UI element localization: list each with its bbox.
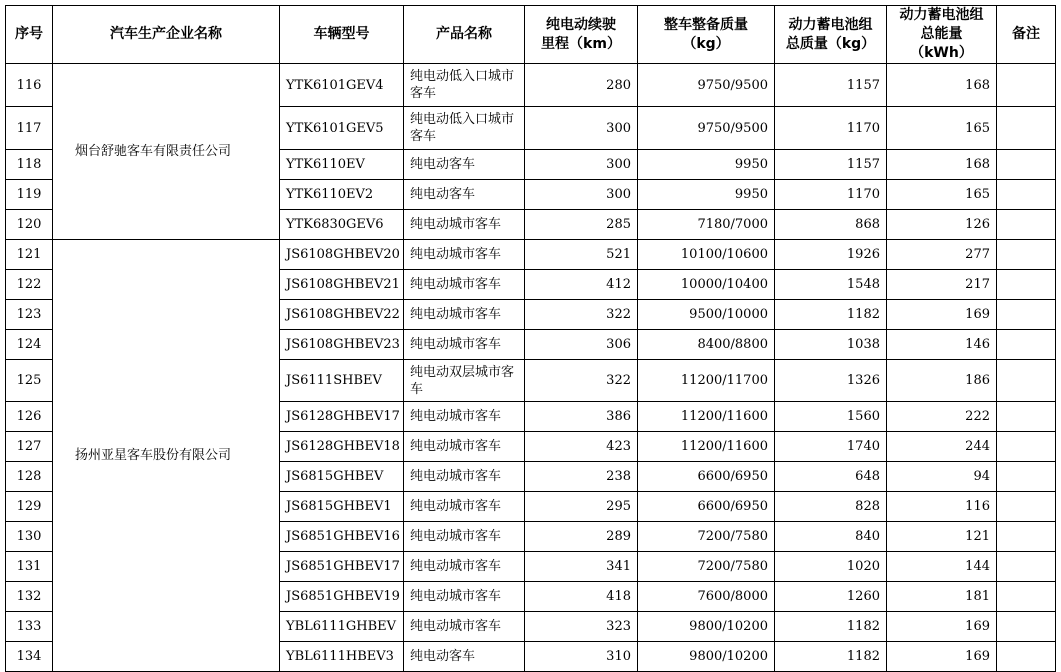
cell-mass: 8400/8800: [638, 330, 775, 360]
cell-seq: 116: [6, 64, 53, 107]
cell-battery-energy: 168: [887, 150, 997, 180]
cell-mass: 9800/10200: [638, 642, 775, 672]
cell-product: 纯电动城市客车: [404, 552, 525, 582]
cell-seq: 131: [6, 552, 53, 582]
cell-note: [997, 300, 1056, 330]
cell-note: [997, 552, 1056, 582]
header-battery-mass: 动力蓄电池组 总质量（kg）: [775, 6, 887, 64]
cell-battery-energy: 169: [887, 300, 997, 330]
cell-battery-energy: 169: [887, 612, 997, 642]
cell-note: [997, 432, 1056, 462]
cell-product: 纯电动城市客车: [404, 402, 525, 432]
cell-range: 323: [525, 612, 638, 642]
cell-battery-energy: 168: [887, 64, 997, 107]
cell-battery-mass: 868: [775, 210, 887, 240]
cell-product: 纯电动城市客车: [404, 492, 525, 522]
cell-note: [997, 612, 1056, 642]
cell-mass: 9500/10000: [638, 300, 775, 330]
cell-product: 纯电动城市客车: [404, 522, 525, 552]
cell-model: YTK6101GEV5: [280, 107, 404, 150]
cell-product: 纯电动城市客车: [404, 612, 525, 642]
cell-seq: 121: [6, 240, 53, 270]
cell-seq: 134: [6, 642, 53, 672]
cell-range: 306: [525, 330, 638, 360]
cell-range: 295: [525, 492, 638, 522]
cell-battery-energy: 222: [887, 402, 997, 432]
header-seq: 序号: [6, 6, 53, 64]
cell-model: JS6851GHBEV16: [280, 522, 404, 552]
cell-range: 418: [525, 582, 638, 612]
cell-range: 322: [525, 300, 638, 330]
cell-mass: 10000/10400: [638, 270, 775, 300]
cell-battery-mass: 1260: [775, 582, 887, 612]
vehicle-catalog-table: [5, 5, 1056, 672]
cell-seq: 118: [6, 150, 53, 180]
cell-battery-energy: 181: [887, 582, 997, 612]
header-range: 纯电动续驶 里程（km）: [525, 6, 638, 64]
cell-mass: 7200/7580: [638, 522, 775, 552]
cell-range: 238: [525, 462, 638, 492]
cell-mass: 9950: [638, 180, 775, 210]
cell-note: [997, 180, 1056, 210]
cell-company: 扬州亚星客车股份有限公司: [53, 240, 280, 672]
cell-range: 289: [525, 522, 638, 552]
cell-mass: 6600/6950: [638, 462, 775, 492]
cell-seq: 127: [6, 432, 53, 462]
cell-note: [997, 270, 1056, 300]
cell-seq: 133: [6, 612, 53, 642]
cell-note: [997, 64, 1056, 107]
cell-product: 纯电动低入口城市客车: [404, 107, 525, 150]
cell-model: YTK6110EV: [280, 150, 404, 180]
cell-note: [997, 330, 1056, 360]
cell-model: YTK6110EV2: [280, 180, 404, 210]
header-product: 产品名称: [404, 6, 525, 64]
cell-seq: 132: [6, 582, 53, 612]
cell-battery-energy: 94: [887, 462, 997, 492]
cell-range: 300: [525, 180, 638, 210]
header-row: [6, 6, 1056, 64]
cell-battery-mass: 1170: [775, 107, 887, 150]
cell-product: 纯电动城市客车: [404, 240, 525, 270]
cell-battery-energy: 169: [887, 642, 997, 672]
cell-seq: 128: [6, 462, 53, 492]
cell-model: YTK6101GEV4: [280, 64, 404, 107]
cell-model: JS6108GHBEV21: [280, 270, 404, 300]
cell-range: 521: [525, 240, 638, 270]
cell-battery-energy: 217: [887, 270, 997, 300]
cell-note: [997, 642, 1056, 672]
cell-note: [997, 462, 1056, 492]
cell-range: 423: [525, 432, 638, 462]
cell-model: YBL6111GHBEV: [280, 612, 404, 642]
cell-note: [997, 150, 1056, 180]
cell-mass: 9950: [638, 150, 775, 180]
cell-battery-mass: 1182: [775, 612, 887, 642]
cell-product: 纯电动城市客车: [404, 432, 525, 462]
cell-seq: 120: [6, 210, 53, 240]
header-note: 备注: [997, 6, 1056, 64]
cell-note: [997, 107, 1056, 150]
table-body: [6, 64, 1056, 672]
cell-note: [997, 492, 1056, 522]
cell-product: 纯电动城市客车: [404, 462, 525, 492]
table-row: [6, 64, 1056, 107]
cell-battery-mass: 1020: [775, 552, 887, 582]
cell-note: [997, 582, 1056, 612]
cell-battery-mass: 1740: [775, 432, 887, 462]
cell-seq: 117: [6, 107, 53, 150]
header-model: 车辆型号: [280, 6, 404, 64]
cell-note: [997, 210, 1056, 240]
cell-model: YBL6111HBEV3: [280, 642, 404, 672]
cell-model: JS6815GHBEV: [280, 462, 404, 492]
cell-model: JS6851GHBEV19: [280, 582, 404, 612]
cell-mass: 10100/10600: [638, 240, 775, 270]
cell-mass: 11200/11700: [638, 360, 775, 402]
cell-mass: 9800/10200: [638, 612, 775, 642]
cell-mass: 9750/9500: [638, 107, 775, 150]
cell-battery-energy: 116: [887, 492, 997, 522]
cell-battery-mass: 1170: [775, 180, 887, 210]
cell-mass: 6600/6950: [638, 492, 775, 522]
cell-model: JS6111SHBEV: [280, 360, 404, 402]
header-mass: 整车整备质量 （kg）: [638, 6, 775, 64]
cell-product: 纯电动城市客车: [404, 270, 525, 300]
cell-mass: 11200/11600: [638, 402, 775, 432]
cell-product: 纯电动双层城市客车: [404, 360, 525, 402]
cell-model: JS6108GHBEV23: [280, 330, 404, 360]
cell-battery-mass: 1182: [775, 300, 887, 330]
cell-range: 300: [525, 150, 638, 180]
cell-model: JS6108GHBEV20: [280, 240, 404, 270]
cell-seq: 123: [6, 300, 53, 330]
cell-range: 341: [525, 552, 638, 582]
cell-battery-mass: 1560: [775, 402, 887, 432]
cell-battery-energy: 121: [887, 522, 997, 552]
cell-battery-mass: 1182: [775, 642, 887, 672]
cell-battery-energy: 186: [887, 360, 997, 402]
cell-battery-mass: 1548: [775, 270, 887, 300]
cell-note: [997, 360, 1056, 402]
cell-product: 纯电动城市客车: [404, 582, 525, 612]
cell-seq: 119: [6, 180, 53, 210]
cell-seq: 124: [6, 330, 53, 360]
cell-range: 280: [525, 64, 638, 107]
cell-range: 300: [525, 107, 638, 150]
cell-product: 纯电动客车: [404, 642, 525, 672]
cell-note: [997, 522, 1056, 552]
cell-model: JS6815GHBEV1: [280, 492, 404, 522]
cell-seq: 129: [6, 492, 53, 522]
cell-range: 322: [525, 360, 638, 402]
cell-company: 烟台舒驰客车有限责任公司: [53, 64, 280, 240]
cell-battery-mass: 1157: [775, 64, 887, 107]
cell-battery-mass: 1038: [775, 330, 887, 360]
cell-battery-mass: 648: [775, 462, 887, 492]
cell-range: 310: [525, 642, 638, 672]
table-row: [6, 240, 1056, 270]
cell-battery-energy: 126: [887, 210, 997, 240]
cell-seq: 122: [6, 270, 53, 300]
cell-product: 纯电动低入口城市客车: [404, 64, 525, 107]
cell-model: YTK6830GEV6: [280, 210, 404, 240]
cell-battery-mass: 1326: [775, 360, 887, 402]
header-company: 汽车生产企业名称: [53, 6, 280, 64]
cell-product: 纯电动客车: [404, 180, 525, 210]
cell-product: 纯电动城市客车: [404, 330, 525, 360]
cell-battery-energy: 146: [887, 330, 997, 360]
cell-battery-energy: 165: [887, 107, 997, 150]
cell-range: 386: [525, 402, 638, 432]
cell-battery-energy: 165: [887, 180, 997, 210]
cell-mass: 9750/9500: [638, 64, 775, 107]
cell-battery-energy: 277: [887, 240, 997, 270]
cell-range: 285: [525, 210, 638, 240]
cell-mass: 7600/8000: [638, 582, 775, 612]
cell-seq: 125: [6, 360, 53, 402]
cell-model: JS6128GHBEV18: [280, 432, 404, 462]
cell-model: JS6851GHBEV17: [280, 552, 404, 582]
cell-mass: 11200/11600: [638, 432, 775, 462]
cell-product: 纯电动客车: [404, 150, 525, 180]
cell-seq: 130: [6, 522, 53, 552]
cell-range: 412: [525, 270, 638, 300]
cell-battery-mass: 828: [775, 492, 887, 522]
header-battery-energy: 动力蓄电池组 总能量（kWh）: [887, 6, 997, 64]
cell-battery-mass: 1926: [775, 240, 887, 270]
cell-model: JS6108GHBEV22: [280, 300, 404, 330]
cell-battery-mass: 840: [775, 522, 887, 552]
cell-mass: 7180/7000: [638, 210, 775, 240]
cell-battery-energy: 144: [887, 552, 997, 582]
cell-seq: 126: [6, 402, 53, 432]
cell-battery-mass: 1157: [775, 150, 887, 180]
cell-product: 纯电动城市客车: [404, 300, 525, 330]
cell-note: [997, 402, 1056, 432]
cell-model: JS6128GHBEV17: [280, 402, 404, 432]
cell-mass: 7200/7580: [638, 552, 775, 582]
cell-note: [997, 240, 1056, 270]
cell-battery-energy: 244: [887, 432, 997, 462]
cell-product: 纯电动城市客车: [404, 210, 525, 240]
